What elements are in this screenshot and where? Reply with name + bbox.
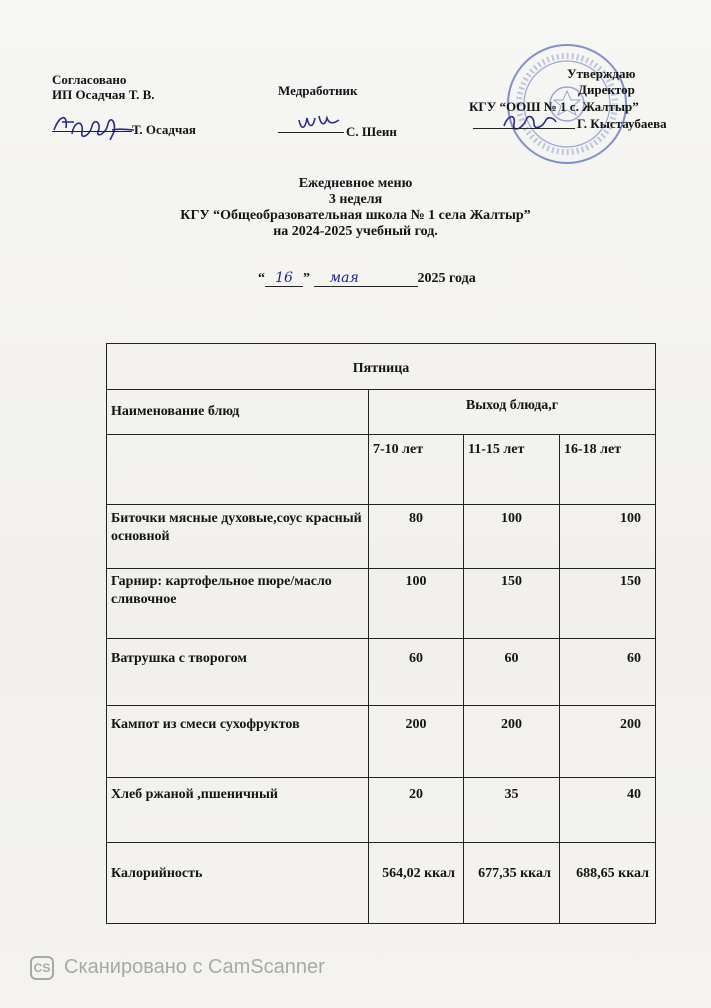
director-signature [500, 108, 560, 136]
table-row [107, 706, 656, 778]
dish-value: 200 [560, 706, 656, 778]
director-approve: Утверждаю [567, 66, 636, 81]
date-month: мая [314, 270, 418, 287]
calories-value: 677,35 ккал [464, 843, 560, 924]
approved-signature-line [52, 131, 132, 132]
camscanner-watermark: Сканировано с CamScanner [64, 956, 325, 978]
dish-value: 20 [369, 778, 464, 843]
day-cell: Пятница [107, 344, 656, 390]
camscanner-logo-icon: CS [30, 956, 54, 980]
director-signature-line [473, 128, 575, 129]
director-title: Директор [578, 82, 635, 97]
dish-value: 60 [560, 639, 656, 706]
dish-value: 200 [369, 706, 464, 778]
dish-value: 150 [464, 569, 560, 639]
dish-value: 150 [560, 569, 656, 639]
calories-value: 564,02 ккал [369, 843, 464, 924]
dish-name: Ватрушка с творогом [107, 639, 369, 706]
dish-name: Кампот из смеси сухофруктов [107, 706, 369, 778]
title-line1: Ежедневное меню [298, 176, 413, 191]
dish-value: 80 [369, 505, 464, 569]
dish-value: 60 [369, 639, 464, 706]
menu-table [106, 343, 656, 924]
dish-value: 35 [464, 778, 560, 843]
dish-value: 100 [464, 505, 560, 569]
day-row [107, 344, 656, 390]
approved-name: Т. Осадчая [132, 122, 196, 137]
column-header-row [107, 390, 656, 435]
calories-row [107, 843, 656, 924]
table-row [107, 778, 656, 843]
dish-value: 40 [560, 778, 656, 843]
age-header: 16-18 лет [560, 435, 656, 505]
approved-company: ИП Осадчая Т. В. [52, 87, 155, 102]
age-header: 7-10 лет [369, 435, 464, 505]
dish-name: Биточки мясные духовые,соус красный основной [107, 505, 369, 569]
col-name-header: Наименование блюд [107, 390, 369, 435]
dish-name: Хлеб ржаной ,пшеничный [107, 778, 369, 843]
age-header: 11-15 лет [464, 435, 560, 505]
title-week: 3 неделя [328, 192, 383, 207]
date-year: 2025 года [417, 271, 476, 286]
table-row [107, 639, 656, 706]
director-org: КГУ “ООШ № 1 с. Жалтыр” [469, 99, 639, 114]
date-open-quote: “ [258, 271, 265, 286]
table-row [107, 569, 656, 639]
medic-name: С. Шеин [346, 124, 397, 139]
age-row [107, 435, 656, 505]
dish-value: 200 [464, 706, 560, 778]
medic-signature-line [278, 132, 344, 133]
calories-value: 688,65 ккал [560, 843, 656, 924]
dish-name: Гарнир: картофельное пюре/масло сливочное [107, 569, 369, 639]
table-row [107, 505, 656, 569]
title-year: на 2024-2025 учебный год. [273, 224, 438, 239]
calories-label: Калорийность [107, 843, 369, 924]
dish-value: 60 [464, 639, 560, 706]
title-school: КГУ “Общеобразовательная школа № 1 села Жалтыр” [180, 208, 531, 223]
director-name: Г. Кыстаубаева [577, 116, 667, 131]
approved-label: Согласовано [52, 72, 127, 87]
approved-signature [50, 110, 135, 144]
col-output-header: Выход блюда,г [369, 390, 656, 435]
medic-label: Медработник [278, 83, 358, 98]
date-day: 16 [265, 270, 303, 287]
age-blank-cell [107, 435, 369, 505]
dish-value: 100 [369, 569, 464, 639]
date-line [258, 270, 476, 287]
dish-value: 100 [560, 505, 656, 569]
date-close-quote: ” [303, 271, 310, 286]
